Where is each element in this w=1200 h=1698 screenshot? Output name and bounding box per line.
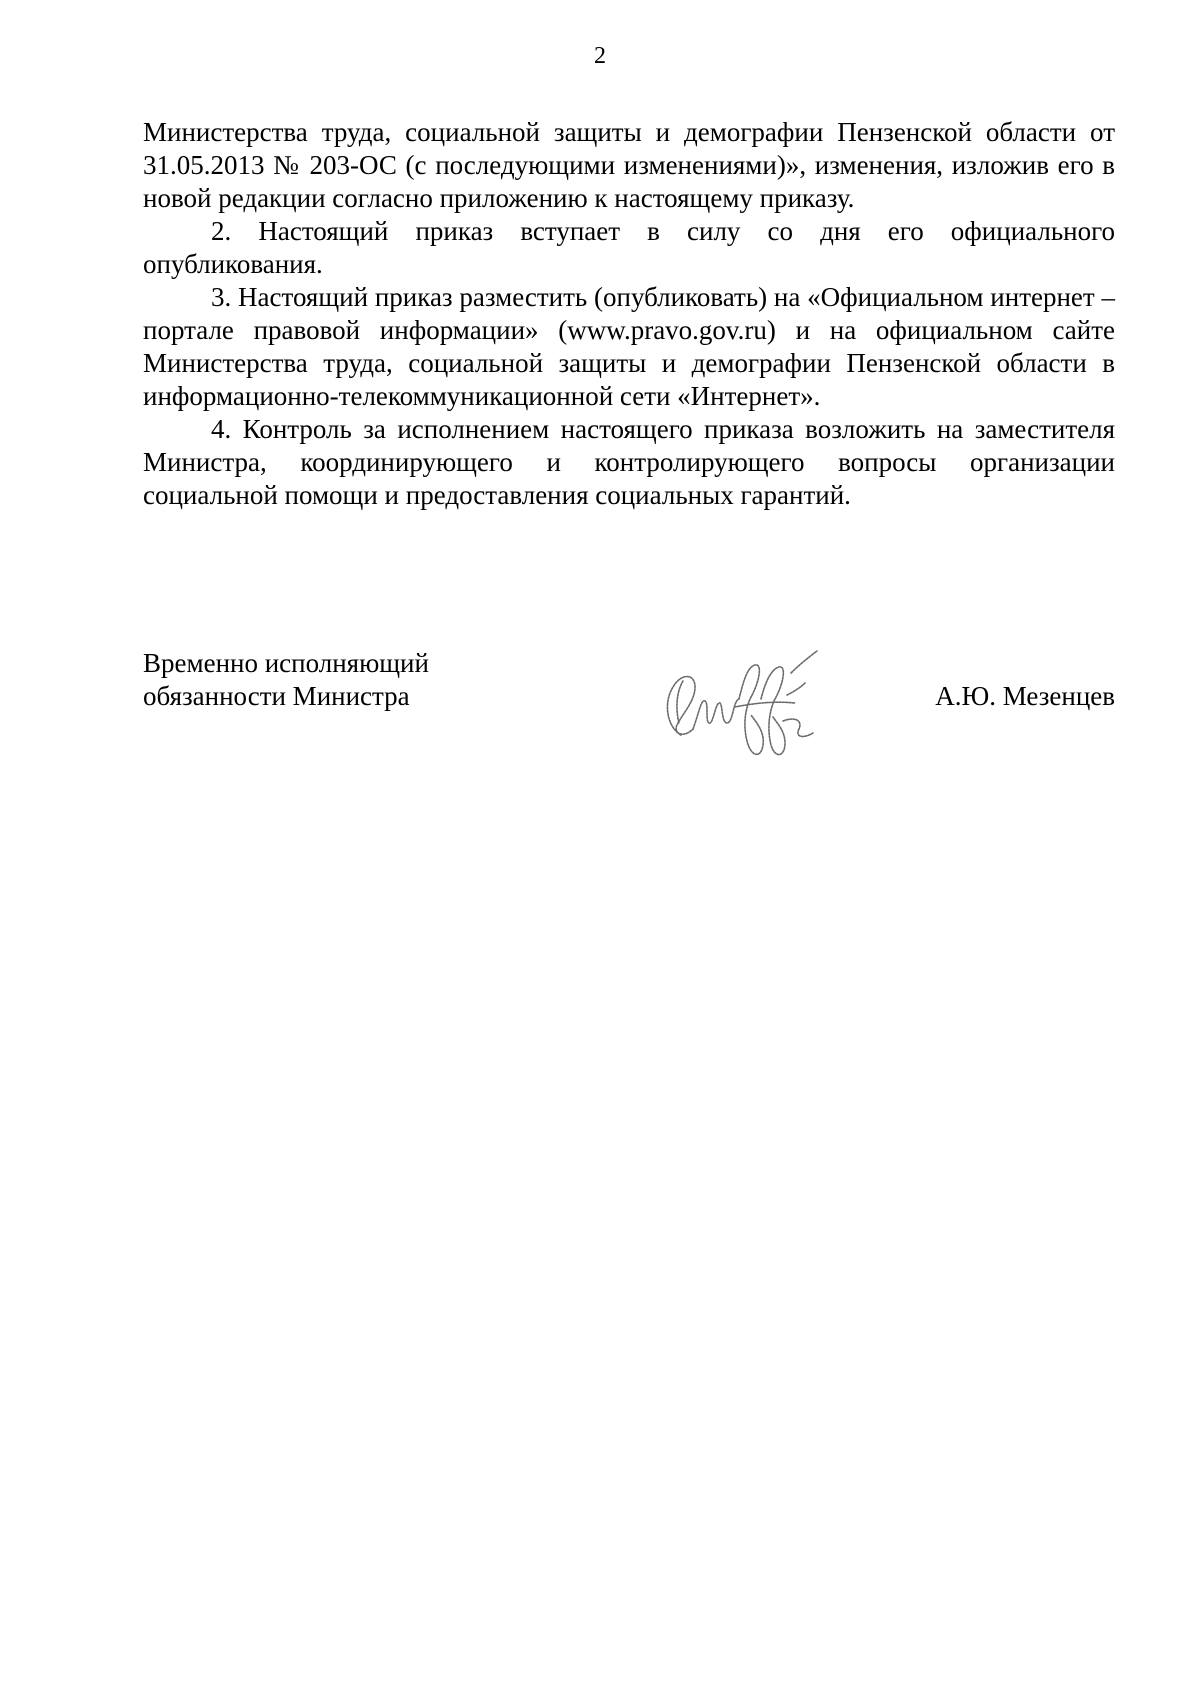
handwritten-signature-icon [643, 643, 843, 767]
paragraph-item-3: 3. Настоящий приказ разместить (опубликовать) на «Официальном интернет – портале правовой информации» (www.pravo.gov.ru) и на официальном сайте Министерства труда, социальной защиты и демографии Пензенской области в информационно-телекоммуникационной сети «Интернет». [143, 282, 1115, 411]
document-body [143, 116, 1115, 512]
page-number: 2 [594, 43, 606, 69]
signature-block [143, 647, 1115, 767]
signatory-title-line-1: Временно исполняющий [143, 648, 429, 678]
paragraph-item-4: 4. Контроль за исполнением настоящего приказа возложить на заместителя Министра, координирующего и контролирующего вопросы организации социальной помощи и предоставления социальных гарантий. [143, 414, 1115, 510]
signatory-name: А.Ю. Мезенцев [935, 681, 1115, 711]
signatory-title [143, 647, 429, 713]
paragraph-continuation: Министерства труда, социальной защиты и демографии Пензенской области от 31.05.2013 № 203-ОС (с последующими изменениями)», изменения, изложив его в новой редакции согласно приложению к настоящему приказу. [143, 117, 1115, 213]
paragraph-item-2: 2. Настоящий приказ вступает в силу со дня его официального опубликования. [143, 216, 1115, 279]
signatory-title-line-2: обязанности Министра [143, 681, 410, 711]
